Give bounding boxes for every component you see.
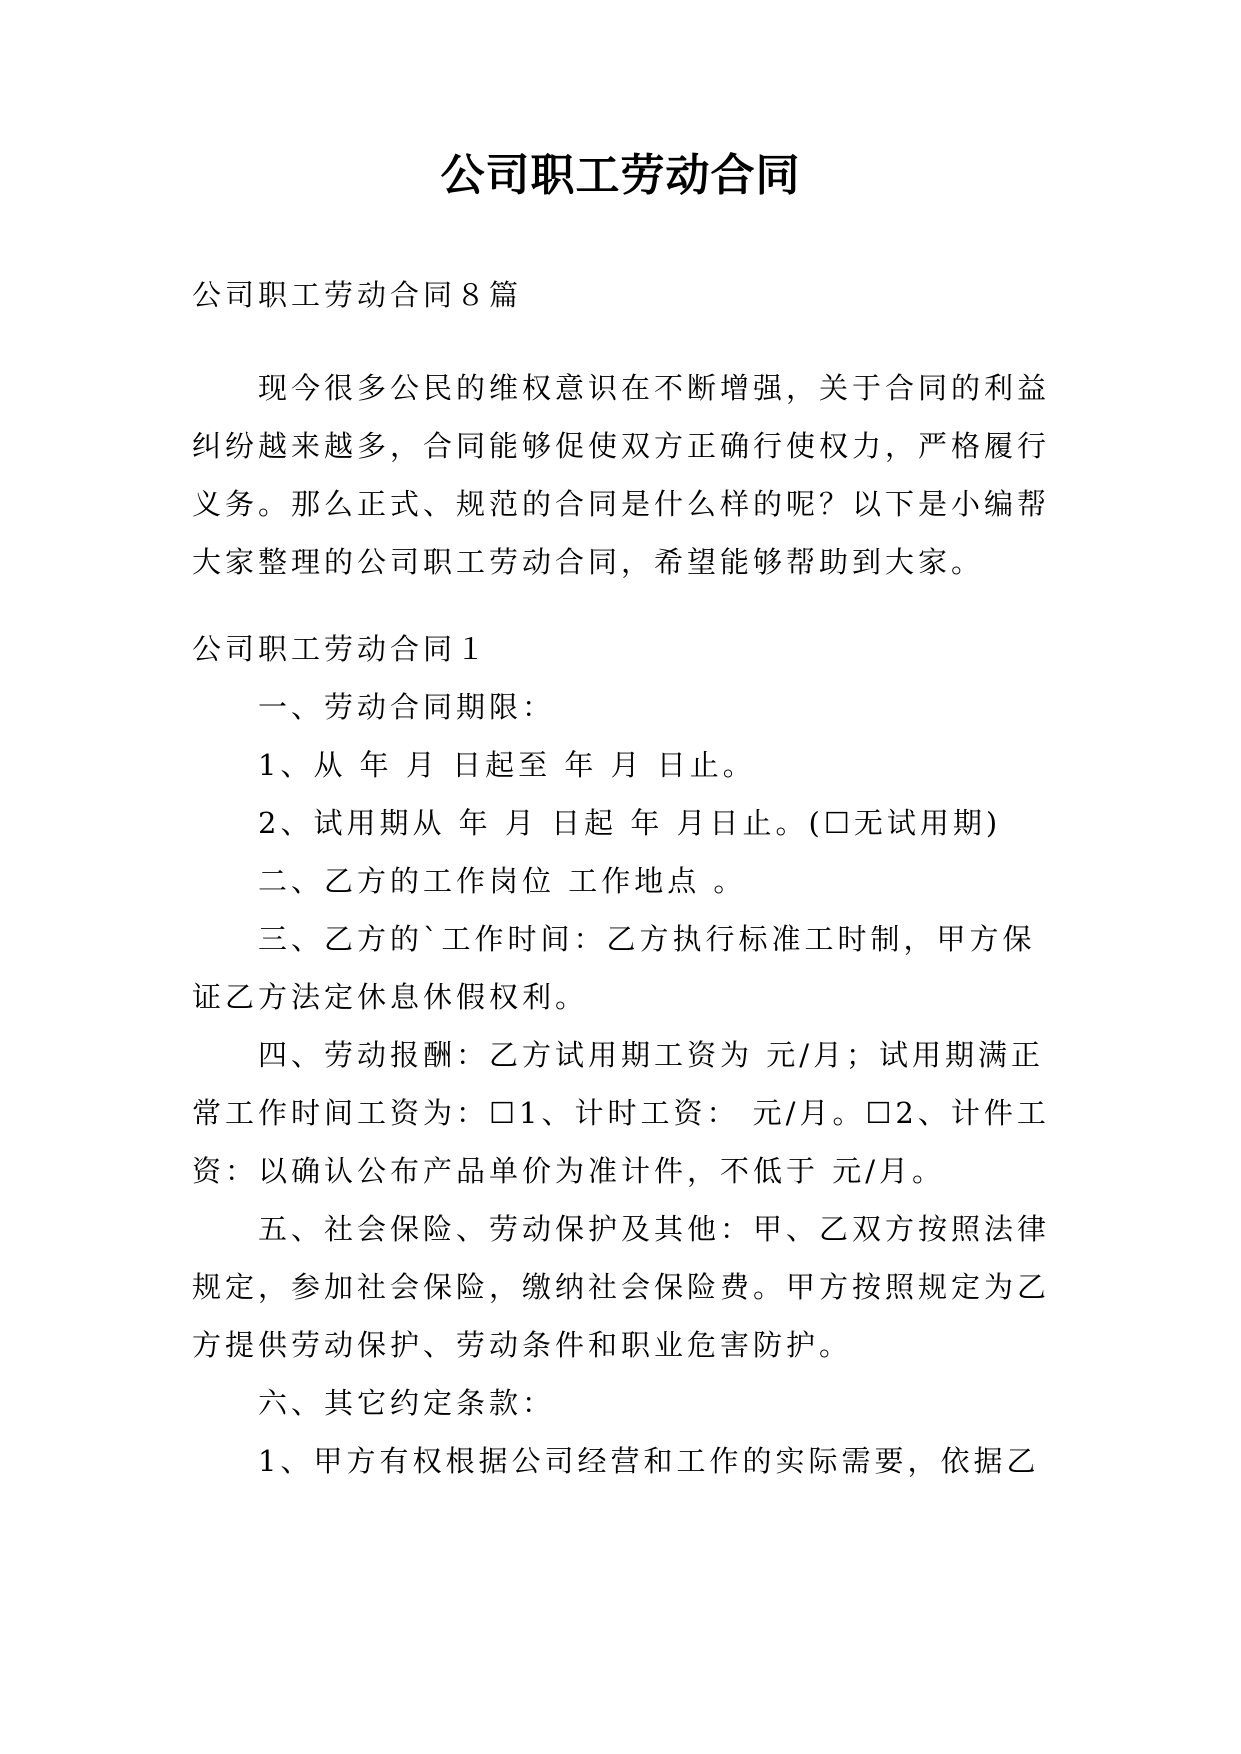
clause-8: 六、其它约定条款： — [258, 1386, 556, 1420]
document-title: 公司职工劳动合同 — [440, 150, 801, 201]
intro-paragraph: 现今很多公民的维权意识在不断增强，关于合同的利益纠纷越来越多，合同能够促使双方正确行使权力，严格履行义务。那么正式、规范的合同是什么样的呢？以下是小编帮大家整理的公司职工劳动合同，希望能够帮助到大家。 — [192, 371, 1051, 579]
section-heading: 公司职工劳动合同１ — [192, 632, 490, 666]
clause-2: 1、从 年 月 日起至 年 月 日止。 — [258, 748, 756, 782]
clause-7: 五、社会保险、劳动保护及其他：甲、乙双方按照法律规定，参加社会保险，缴纳社会保险费。甲方按照规定为乙方提供劳动保护、劳动条件和职业危害防护。 — [192, 1212, 1051, 1362]
clause-6: 四、劳动报酬：乙方试用期工资为 元/月；试用期满正常工作时间工资为：☐1、计时工资： 元/月。☐2、计件工资：以确认公布产品单价为准计件，不低于 元/月。 — [192, 1038, 1050, 1188]
clause-1: 一、劳动合同期限： — [258, 690, 556, 724]
document-subtitle — [192, 266, 1052, 324]
contract-body — [192, 620, 1052, 1490]
clause-9: 1、甲方有权根据公司经营和工作的实际需要，依据乙 — [258, 1444, 1040, 1478]
clause-5: 三、乙方的`工作时间：乙方执行标准工时制，甲方保证乙方法定休息休假权利。 — [192, 922, 1036, 1014]
subtitle-text: 公司职工劳动合同８篇 — [192, 278, 523, 312]
intro-paragraph-block — [192, 359, 1052, 591]
clause-4: 二、乙方的工作岗位 工作地点 。 — [258, 864, 747, 898]
clause-3: 2、试用期从 年 月 日起 年 月日止。(☐无试用期) — [258, 806, 1002, 840]
